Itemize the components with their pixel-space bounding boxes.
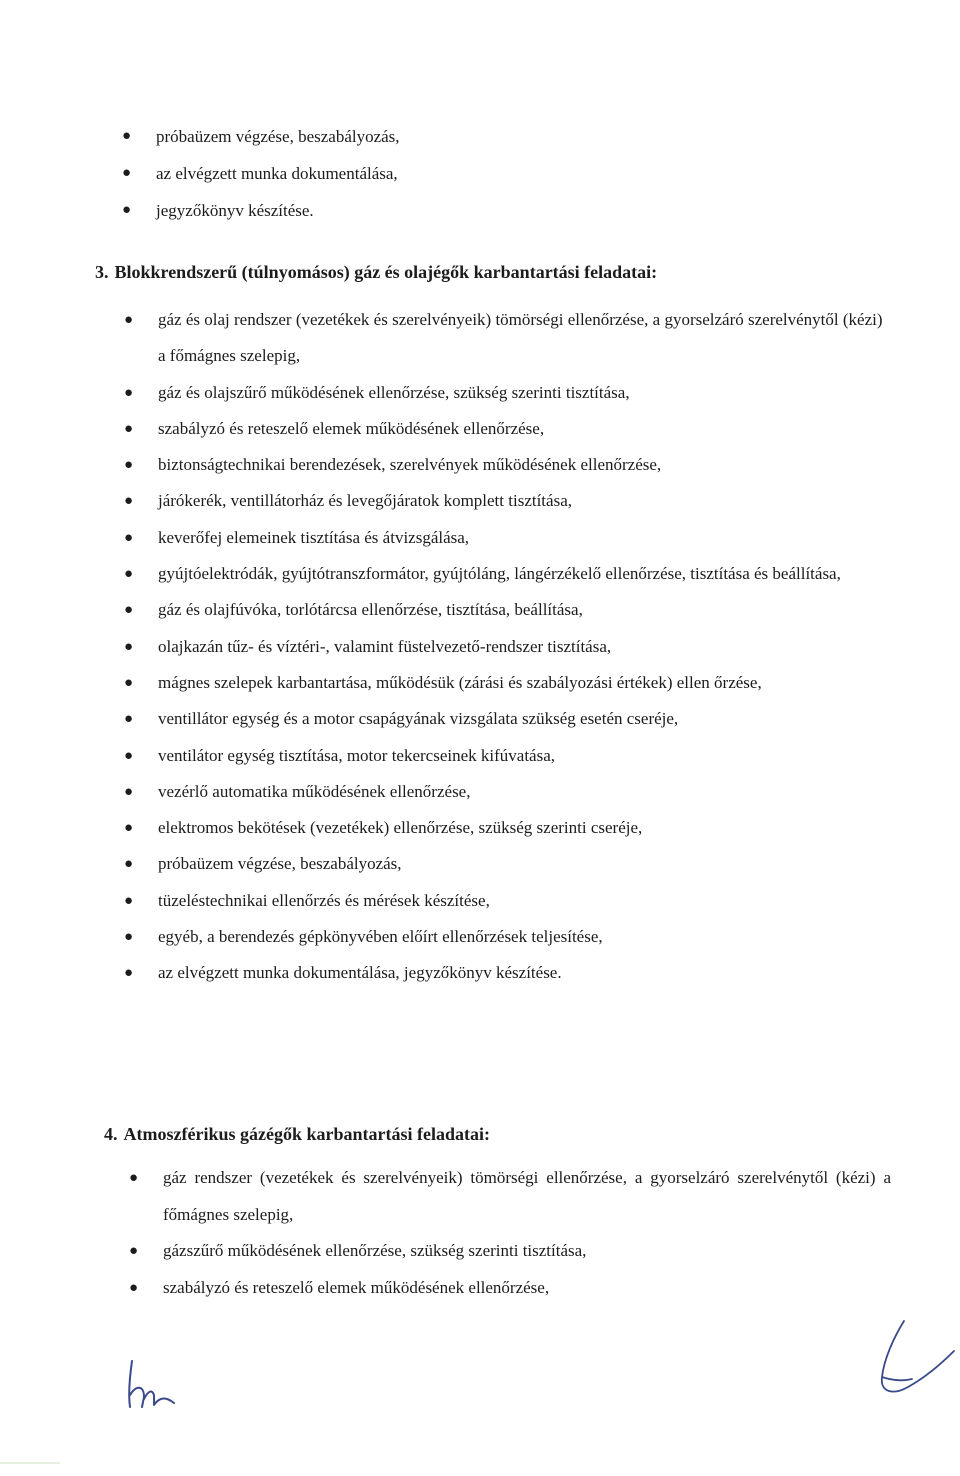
section-3-heading [95,262,657,283]
list-item [124,556,886,592]
list-item-text: keverőfej elemeinek tisztítása és átvizsgálása, [158,527,470,547]
list-item-text: próbaüzem végzése, beszabályozás, [156,127,400,146]
list-item-text: vezérlő automatika működésének ellenőrzése, [158,781,471,801]
bullet-icon: ● [124,638,134,655]
bullet-icon: ● [124,457,134,474]
section-4-task-list [129,1160,891,1306]
list-item [124,665,886,701]
list-item [124,774,886,810]
bullet-icon: ● [124,820,134,837]
bullet-icon: ● [124,929,134,946]
list-item [124,375,886,411]
list-item [122,118,916,155]
bullet-icon: ● [124,312,134,328]
section-number: 3. [95,262,109,282]
initials-signature-right [868,1315,958,1405]
list-item [124,738,886,774]
list-item-text: tüzeléstechnikai ellenőrzés és mérések készítése, [158,890,490,910]
list-item-text: egyéb, a berendezés gépkönyvében előírt ellenőrzések teljesítése, [158,927,603,947]
bullet-icon: ● [124,674,134,691]
bullet-icon: ● [124,965,134,982]
intro-task-list [122,118,916,229]
bullet-icon: ● [124,493,134,510]
list-item-text: gáz rendszer (vezetékek és szerelvényeik) tömörségi ellenőrzése, a gyorselzáró szerelvénytől (kézi) a főmágnes szelepig, [163,1168,891,1224]
bullet-icon: ● [124,420,134,437]
section-number: 4. [104,1124,118,1144]
list-item-text: próbaüzem végzése, beszabályozás, [158,854,402,874]
bullet-icon: ● [124,747,134,764]
initials-signature-left [118,1355,188,1415]
list-item-text: jegyzőkönyv készítése. [156,201,314,220]
list-item [124,846,886,882]
list-item-text: mágnes szelepek karbantartása, működésük (zárási és szabályozási értékek) ellen őrzése, [158,672,762,692]
list-item [124,483,886,519]
list-item [124,629,886,665]
list-item [124,592,886,628]
section-4-heading [104,1124,490,1145]
bullet-icon: ● [129,1170,139,1186]
bullet-icon: ● [124,384,134,401]
list-item-text: biztonságtechnikai berendezések, szerelvények működésének ellenőrzése, [158,455,662,475]
list-item-text: gyújtóelektródák, gyújtótranszformátor, gyújtóláng, lángérzékelő ellenőrzése, tisztítása és beállítása, [158,564,841,584]
list-item [124,520,886,556]
list-item [124,883,886,919]
list-item [124,302,886,375]
list-item-text: az elvégzett munka dokumentálása, [156,164,398,183]
list-item [122,155,916,192]
bullet-icon: ● [122,202,132,218]
section-3-task-list [124,302,886,992]
list-item-text: szabályzó és reteszelő elemek működésének ellenőrzése, [163,1277,550,1297]
list-item-text: gáz és olajszűrő működésének ellenőrzése, szükség szerinti tisztítása, [158,382,630,402]
list-item-text: az elvégzett munka dokumentálása, jegyzőkönyv készítése. [158,963,562,983]
bullet-icon: ● [122,128,132,144]
bullet-icon: ● [124,783,134,800]
list-item [122,192,916,229]
bullet-icon: ● [124,856,134,873]
bullet-icon: ● [124,602,134,619]
bullet-icon: ● [124,529,134,546]
bullet-icon: ● [124,892,134,909]
list-item [129,1270,891,1307]
section-title: Blokkrendszerű (túlnyomásos) gáz és olajégők karbantartási feladatai: [114,262,658,282]
list-item [124,955,886,991]
list-item-text: járókerék, ventillátorház és levegőjáratok komplett tisztítása, [158,491,572,511]
list-item-text: gáz és olajfúvóka, torlótárcsa ellenőrzése, tisztítása, beállítása, [158,600,583,620]
list-item-text: ventillátor egység és a motor csapágyának vizsgálata szükség esetén cseréje, [158,709,679,729]
list-item [124,919,886,955]
list-item [124,810,886,846]
bullet-icon: ● [124,711,134,728]
list-item-text: gázszűrő működésének ellenőrzése, szükség szerinti tisztítása, [163,1241,587,1260]
bullet-icon: ● [129,1279,139,1296]
bullet-icon: ● [122,165,132,181]
list-item-text: olajkazán tűz- és víztéri-, valamint füstelvezető-rendszer tisztítása, [158,636,612,656]
list-item [129,1160,891,1233]
scan-edge-mark [0,1462,60,1464]
list-item [129,1233,891,1270]
list-item-text: gáz és olaj rendszer (vezetékek és szerelvényeik) tömörségi ellenőrzése, a gyorselzáró szerelvénytől (kézi) a főmágnes szelepig, [158,310,883,366]
list-item-text: elektromos bekötések (vezetékek) ellenőrzése, szükség szerinti cseréje, [158,818,643,838]
bullet-icon: ● [124,566,134,583]
list-item [124,447,886,483]
list-item-text: ventilátor egység tisztítása, motor tekercseinek kifúvatása, [158,745,556,765]
section-title: Atmoszférikus gázégők karbantartási feladatai: [123,1124,490,1144]
list-item-text: szabályzó és reteszelő elemek működésének ellenőrzése, [158,418,545,438]
list-item [124,411,886,447]
list-item [124,701,886,737]
bullet-icon: ● [129,1243,139,1259]
